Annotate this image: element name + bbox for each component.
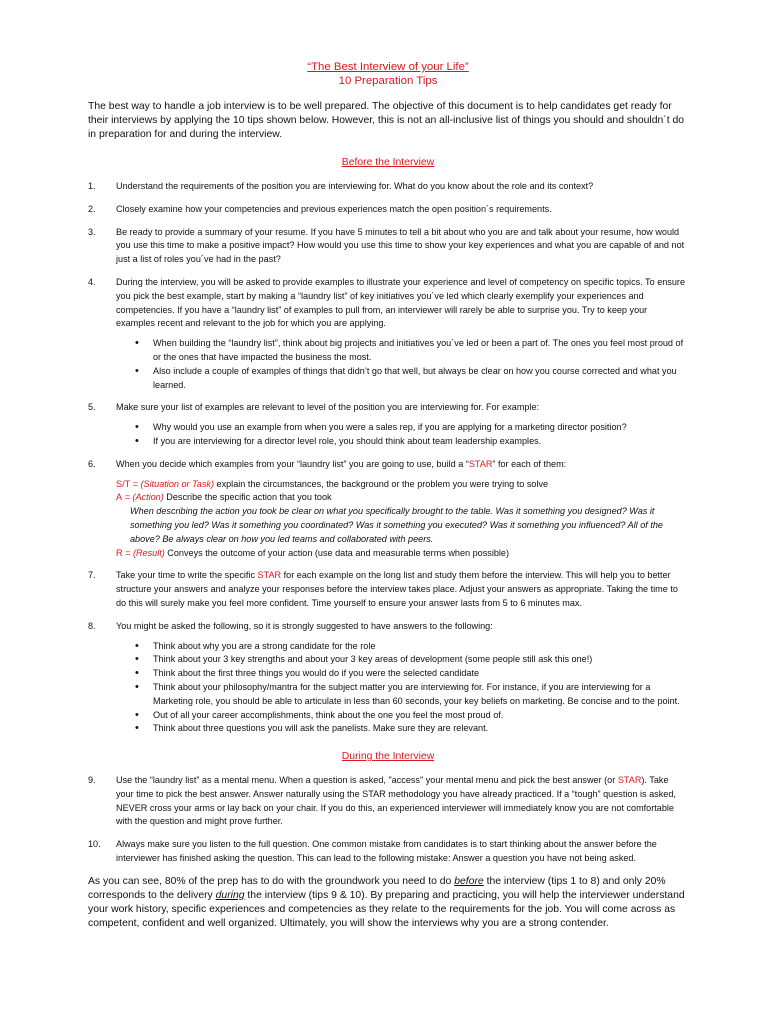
star-a-sub: = (Action) — [122, 492, 164, 503]
tip-text: Always make sure you listen to the full question. One common mistake from candidates is to start thinking about the answer before the interviewer has finished asking the question. This can lead to the following mistake: Answer a question you have not being asked. — [116, 839, 657, 864]
tip-text: Be ready to provide a summary of your resume. If you have 5 minutes to tell a bit about who you are and talk about your resume, how would you use this time to make a positive impact? How would you use this time to show your key experiences and what you are capable of and not just a list of roles you´ve had in the past? — [116, 226, 685, 265]
tip-bullet-list — [148, 421, 688, 449]
tip-bullet-list — [148, 337, 688, 392]
star-s-key: S/T — [116, 478, 131, 489]
tips-list-during — [88, 774, 688, 866]
star-action-note: When describing the action you took be clear on what you specifically brought to the table. Was it something you designed? Was it something you led? Was it something you coordinated? Was it something you executed? Was it something you influenced? All of the above? Be always clear on how you led teams and collaborated with peers. — [130, 506, 663, 544]
tip-text-after: for each example on the long list and study them before the interview. This will help you to better structure your answers and analyze your responses before the interview takes place. Adjust your answers as appropriate. Taking the time to do this will surely make you feel more confident. Time yourself to ensure your answer lasts from 5 to 6 minutes max. — [116, 570, 678, 608]
star-a-text: Describe the specific action that you took — [163, 492, 332, 503]
document-subtitle: 10 Preparation Tips — [338, 75, 438, 87]
star-keyword: STAR — [617, 775, 642, 786]
star-keyword: STAR — [257, 570, 282, 581]
tip-text-before: Take your time to write the specific — [116, 570, 258, 581]
bullet-item: • Why would you use an example from when you were a sales rep, if you are applying for a marketing director position? — [148, 421, 688, 435]
star-r-key: R — [116, 547, 123, 558]
section-heading-during: During the Interview — [341, 751, 435, 763]
closing-paragraph — [88, 875, 688, 931]
tip-number: 8. — [88, 620, 96, 631]
bullet-item: • Think about your 3 key strengths and about your 3 key areas of development (some people still ask this one!) — [148, 653, 688, 667]
tip-number: 9. — [88, 775, 96, 786]
closing-emphasis-before: before — [454, 875, 484, 887]
tip-text: Understand the requirements of the position you are interviewing for. What do you know about the role and its context? — [116, 181, 594, 191]
bullet-item: • Think about why you are a strong candidate for the role — [148, 640, 688, 654]
tip-number: 7. — [88, 570, 96, 581]
tip-number: 3. — [88, 226, 96, 237]
tip-item — [88, 838, 688, 866]
tip-text-after: ” for each of them: — [492, 458, 567, 469]
bullet-item: • Also include a couple of examples of things that didn’t go that well, but always be clear on how you course corrected and what you learned. — [148, 365, 688, 393]
tip-item — [88, 226, 688, 267]
bullet-item: • Think about the first three things you would do if you were the selected candidate — [148, 667, 688, 681]
bullet-item: • Think about your philosophy/mantra for the subject matter you are interviewing for. For instance, if you are interviewing for a Marketing role, you should be able to articulate in less than 60 seconds, your key beliefs on marketing. Be concise and to the point. — [148, 681, 688, 709]
tip-text: Make sure your list of examples are relevant to level of the position you are interviewing for. For example: — [116, 402, 540, 413]
tips-list-before — [88, 180, 688, 736]
tip-item — [88, 401, 688, 448]
tip-item — [88, 180, 688, 194]
closing-part-2: the interview (tips 1 to 8) and only 20% corresponds to the delivery — [88, 875, 666, 901]
intro-paragraph: The best way to handle a job interview is to be well prepared. The objective of this document is to help candidates get ready for their interviews by applying the 10 tips shown below. However, this is not an all-inclusive list of things you should and shouldn´t do in preparation for and during the interview. — [88, 101, 685, 140]
closing-emphasis-during: during — [215, 889, 245, 901]
star-s-sub: = (Situation or Task) — [130, 478, 214, 489]
tip-item — [88, 569, 688, 610]
tip-item — [88, 276, 688, 392]
tip-number: 2. — [88, 203, 96, 214]
tip-bullet-list — [148, 640, 688, 737]
tip-text-after: ). Take your time to pick the best answer. Answer naturally using the STAR methodology you have already practiced. If a “tough” question is asked, NEVER cross your arms or lay back on your chair. If you do this, an experienced interviewer will immediately know you are not comfortable with the question and might prove further. — [116, 775, 676, 827]
tip-item — [88, 620, 688, 736]
star-r-text: Conveys the outcome of your action (use data and measurable terms when possible) — [164, 547, 510, 558]
tip-text: During the interview, you will be asked to provide examples to illustrate your experience and level of competency on specific topics. To ensure you pick the best example, start by making a “laundry list” of key initiatives you´ve led which clearly exemplify your experiences and competencies. If you have a “laundry list” of examples to pull from, an interviewer will rarely be able to surprise you. Try to keep your examples recent and relevant to the job for which you are applying. — [116, 276, 685, 329]
tip-number: 10. — [88, 839, 101, 850]
tip-number: 6. — [88, 458, 96, 469]
document-title: “The Best Interview of your Life” — [307, 61, 469, 73]
star-situation — [116, 478, 688, 492]
tip-item — [88, 458, 688, 561]
tip-text: Closely examine how your competencies and previous experiences match the open position´s requirements. — [116, 203, 552, 214]
star-action — [116, 491, 688, 505]
closing-part-3: the interview (tips 9 & 10). By preparing and practicing, you will help the interviewer understand your work history, specific experiences and competencies as they relate to the requirements for the job. You will come across as competent, confident and well organized. Ultimately, you will show the interviews why you are a strong contender. — [88, 889, 685, 929]
star-a-key: A — [116, 492, 123, 503]
tip-text: You might be asked the following, so it is strongly suggested to have answers to the following: — [116, 620, 493, 631]
bullet-item: • When building the “laundry list”, think about big projects and initiatives you´ve led or been a part of. The ones you feel most proud of or the ones that have impacted the business the most. — [148, 337, 688, 365]
star-method-block — [116, 478, 688, 561]
section-heading-before: Before the Interview — [341, 157, 435, 168]
tip-text-before: When you decide which examples from your “laundry list” you are going to use, build a “ — [116, 458, 469, 469]
bullet-item: • Out of all your career accomplishments, think about the one you feel the most proud of. — [148, 709, 688, 723]
tip-item — [88, 203, 688, 217]
tip-item — [88, 774, 688, 829]
star-r-sub: = (Result) — [122, 547, 165, 558]
tip-number: 5. — [88, 402, 96, 413]
star-keyword: STAR — [468, 458, 493, 469]
document-page — [88, 60, 688, 931]
bullet-item: • If you are interviewing for a director level role, you should think about team leadership examples. — [148, 435, 688, 449]
star-result — [116, 547, 688, 561]
closing-part-1: As you can see, 80% of the prep has to do with the groundwork you need to do — [88, 875, 455, 887]
tip-text-before: Use the “laundry list” as a mental menu. When a question is asked, "access" your mental menu and pick the best answer (or — [116, 775, 618, 786]
tip-number: 1. — [88, 181, 96, 191]
star-s-text: explain the circumstances, the background or the problem you were trying to solve — [213, 478, 549, 489]
tip-number: 4. — [88, 276, 96, 287]
bullet-item: • Think about three questions you will ask the panelists. Make sure they are relevant. — [148, 722, 688, 736]
